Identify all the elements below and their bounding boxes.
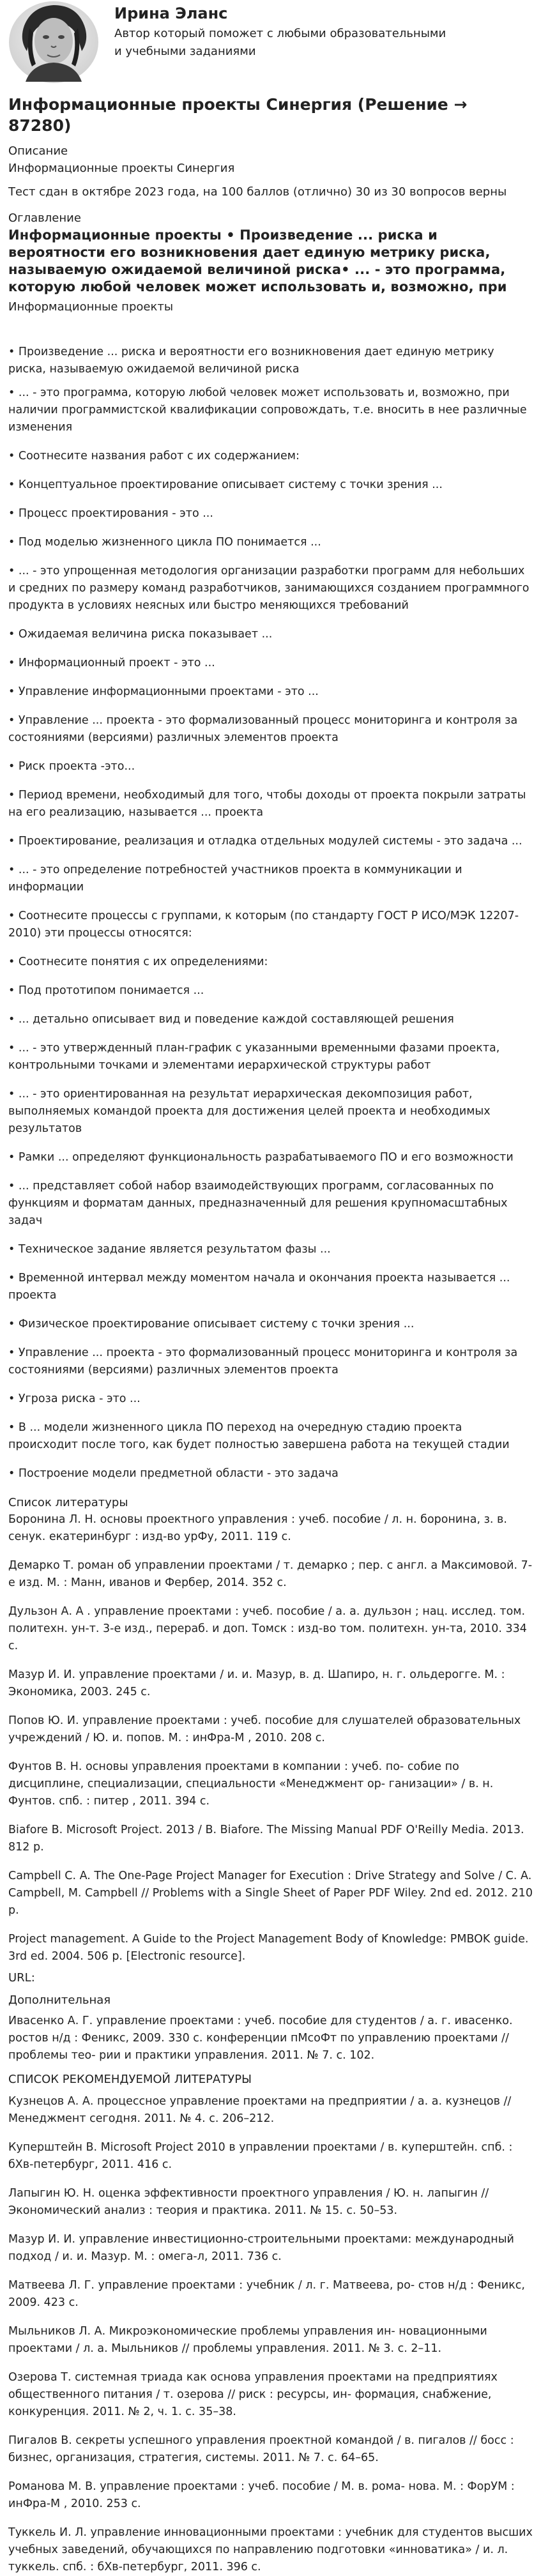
reference-item: Боронина Л. Н. основы проектного управления : учеб. пособие / л. н. боронина, з. в. сенук. екатеринбург : изд-во урФу, 2011. 119 с. [8, 1513, 507, 1543]
question-item: • Произведение ... риска и вероятности его возникновения дает единую метрику риска, называемую ожидаемой величиной риска [8, 346, 494, 376]
recommended-reference-item: Мыльников Л. А. Микроэкономические проблемы управления ин- новационными проектами / л. а. Мыльников // проблемы управления. 2011. № 3. с. 2–11. [8, 2325, 487, 2355]
author-name[interactable]: Ирина Эланс [114, 4, 228, 22]
recommended-reference-item: Романова М. В. управление проектами : учеб. пособие / М. в. рома- нова. М. : ФорУМ : инФра-М , 2010. 253 с. [8, 2480, 515, 2510]
question-item: • Ожидаемая величина риска показывает ... [8, 628, 273, 641]
question-item: • Под прототипом понимается ... [8, 984, 204, 997]
question-item: • Соотнесите понятия с их определениями: [8, 956, 268, 968]
reference-item: Biafore B. Microsoft Project. 2013 / B. Biafore. The Missing Manual PDF O'Reilly Media. 2013. 812 p. [8, 1824, 524, 1854]
question-item: • ... - это определение потребностей участников проекта в коммуникации и информации [8, 864, 462, 894]
description-label: Описание [8, 144, 68, 158]
question-item: • Физическое проектирование описывает систему с точки зрения ... [8, 1318, 415, 1330]
question-item: • Угроза риска - это ... [8, 1392, 141, 1405]
question-item: • Под моделью жизненного цикла ПО понимается ... [8, 536, 321, 549]
reference-item: Дульзон А. А . управление проектами : учеб. пособие / а. а. дульзон ; нац. исслед. том. политехн. ун-т. 3-е изд., перераб. и доп. Томск : изд-во том. политехн. ун-та, 2010. 334 с. [8, 1605, 527, 1652]
additional-list [8, 2013, 533, 2064]
question-item: • Период времени, необходимый для того, чтобы доходы от проекта покрыли затраты на его реализацию, называется ... проекта [8, 789, 526, 819]
question-item: • Соотнесите названия работ с их содержанием: [8, 450, 300, 462]
recommended-reference-item: Туккель И. Л. управление инновационными проектами : учебник для студентов высших учебных заведений, обучающихся по направлению подготовки «инноватика» / и. л. туккель. спб. : бХв-петербург, 2011. 396 с. [8, 2526, 533, 2573]
author-card [8, 0, 533, 84]
references-list [8, 1511, 533, 1965]
question-item: • Временной интервал между моментом начала и окончания проекта называется ... проекта [8, 1272, 510, 1302]
page-title: Информационные проекты Синергия (Решение → 87280) [8, 95, 468, 135]
reference-item: Демарко Т. роман об управлении проектами / т. демарко ; пер. с англ. а Максимовой. 7-е изд. М. : Манн, иванов и Фербер, 2014. 352 с. [8, 1559, 533, 1589]
test-info: Тест сдан в октябре 2023 года, на 100 баллов (отлично) 30 из 30 вопросов верны [8, 185, 507, 199]
recommended-list [8, 2093, 533, 2576]
description-title: Информационные проекты Синергия [8, 162, 235, 175]
question-item: • ... - это упрощенная методология организации разработки программ для небольших и средних по размеру команд разработчиков, занимающихся созданием программного продукта в условиях неясных или быстро меняющихся требований [8, 565, 530, 612]
question-item: • Техническое задание является результатом фазы ... [8, 1243, 331, 1256]
question-item: • ... - это утвержденный план-график с указанными временными фазами проекта, контрольными точками и элементами иерархической структуры работ [8, 1042, 500, 1072]
question-item: • ... представляет собой набор взаимодействующих программ, согласованных по функциям и форматам данных, предназначенный для решения крупномасштабных задач [8, 1180, 508, 1227]
recommended-reference-item: Лапыгин Ю. Н. оценка эффективности проектного управления / Ю. н. лапыгин // Экономический анализ : теория и практика. 2011. № 15. с. 50–53. [8, 2187, 489, 2217]
question-item: • Управление информационными проектами - это ... [8, 685, 319, 698]
question-item: • Концептуальное проектирование описывает систему с точки зрения ... [8, 478, 443, 491]
recommended-reference-item: Озерова Т. системная триада как основа управления проектами на предприятиях общественного питания / т. озерова // риск : ресурсы, ин- формация, снабжение, конкуренция. 2011. № 2, ч. 1. с. 35–38. [8, 2371, 498, 2418]
recommended-reference-item: Пигалов В. секреты успешного управления проектной командой / в. пигалов // босс : бизнес, организация, стратегия, системы. 2011. № 7. с. 64–65. [8, 2434, 514, 2464]
question-item: • Управление ... проекта - это формализованный процесс мониторинга и контроля за состояниями (версиями) различных элементов проекта [8, 1346, 518, 1376]
question-item: • ... - это ориентированная на результат иерархическая декомпозиция работ, выполняемых командой проекта для достижения целей проекта и необходимых результатов [8, 1088, 491, 1135]
question-item: • В ... модели жизненного цикла ПО переход на очередную стадию проекта происходит после того, как будет полностью завершена работа на текущей стадии [8, 1421, 510, 1451]
avatar-image-icon [6, 0, 100, 84]
reference-item: Фунтов В. Н. основы управления проектами в компании : учеб. по- собие по дисциплине, специализации, специальности «Менеджмент ор- ганизации» / в. н. Фунтов. спб. : питер , 2011. 394 с. [8, 1760, 494, 1808]
question-item: • Риск проекта -это... [8, 760, 135, 773]
reference-item: Мазур И. И. управление проектами / и. и. Мазур, в. д. Шапиро, н. г. ольдерогге. М. : Экономика, 2003. 245 с. [8, 1668, 505, 1698]
reference-item: Попов Ю. И. управление проектами : учеб. пособие для слушателей образовательных учреждений / Ю. и. попов. М. : инФра-М , 2010. 208 с. [8, 1714, 521, 1744]
question-item: • ... - это программа, которую любой человек может использовать и, возможно, при наличии программистской квалификации сопровождать, т.е. вносить в нее различные изменения [8, 386, 527, 434]
toc-subheading: Информационные проекты [8, 300, 174, 314]
reference-item: Campbell C. A. The One-Page Project Manager for Execution : Drive Strategy and Solve / C. A. Campbell, M. Campbell // Problems with a Single Sheet of Paper PDF Wiley. 2nd ed. 2012. 210 p. [8, 1870, 533, 1917]
author-avatar[interactable] [6, 0, 100, 84]
author-description: Автор который поможет с любыми образовательными и учебными заданиями [114, 27, 446, 59]
question-item: • Информационный проект - это ... [8, 657, 215, 669]
toc-label: Оглавление [8, 211, 81, 225]
recommended-reference-item: Мазур И. И. управление инвестиционно-строительными проектами: международный подход / и. и. Мазур. М. : омега-л, 2011. 736 с. [8, 2233, 514, 2263]
question-item: • Управление ... проекта - это формализованный процесс мониторинга и контроля за состояниями (версиями) различных элементов проекта [8, 714, 518, 744]
recommended-reference-item: Матвеева Л. Г. управление проектами : учебник / л. г. Матвеева, ро- стов н/д : Феникс, 2009. 423 с. [8, 2279, 525, 2309]
question-list [8, 344, 533, 1482]
question-item: • Процесс проектирования - это ... [8, 507, 213, 520]
recommended-reference-item: Куперштейн В. Microsoft Project 2010 в управлении проектами / в. куперштейн. спб. : бХв-петербург, 2011. 416 с. [8, 2141, 513, 2171]
question-item: • Соотнесите процессы с группами, к которым (по стандарту ГОСТ Р ИСО/МЭК 12207-2010) эти процессы относятся: [8, 910, 519, 940]
question-item: • Построение модели предметной области - это задача [8, 1467, 339, 1480]
question-item: • Рамки ... определяют функциональность разрабатываемого ПО и его возможности [8, 1151, 514, 1164]
reference-item: Project management. A Guide to the Project Management Body of Knowledge: PMBOK guide. 3rd ed. 2004. 506 p. [Electronic resource]. [8, 1933, 529, 1963]
url-label: URL: [8, 1971, 35, 1985]
additional-label: Дополнительная [8, 1993, 111, 2007]
author-info [114, 0, 446, 61]
question-item: • ... детально описывает вид и поведение каждой составляющей решения [8, 1013, 454, 1026]
additional-reference-item: Ивасенко А. Г. управление проектами : учеб. пособие для студентов / а. г. ивасенко. ростов н/д : Феникс, 2009. 330 с. конференции пМсоФт по управлению проектами // проблемы тео- рии и практики управления. 2011. № 7. с. 102. [8, 2015, 513, 2062]
toc-heading[interactable]: Информационные проекты • Произведение ... риска и вероятности его возникновения дает единую метрику риска, называемую ожидаемой величиной риска• ... - это программа, которую любой человек может использовать и, возможно, при [8, 227, 507, 294]
recommended-label: СПИСОК РЕКОМЕНДУЕМОЙ ЛИТЕРАТУРЫ [8, 2073, 252, 2086]
recommended-reference-item: Кузнецов А. А. процессное управление проектами на предприятии / а. а. кузнецов // Менеджмент сегодня. 2011. № 4. с. 206–212. [8, 2095, 512, 2125]
question-item: • Проектирование, реализация и отладка отдельных модулей системы - это задача ... [8, 835, 522, 848]
references-label: Список литературы [8, 1496, 128, 1509]
